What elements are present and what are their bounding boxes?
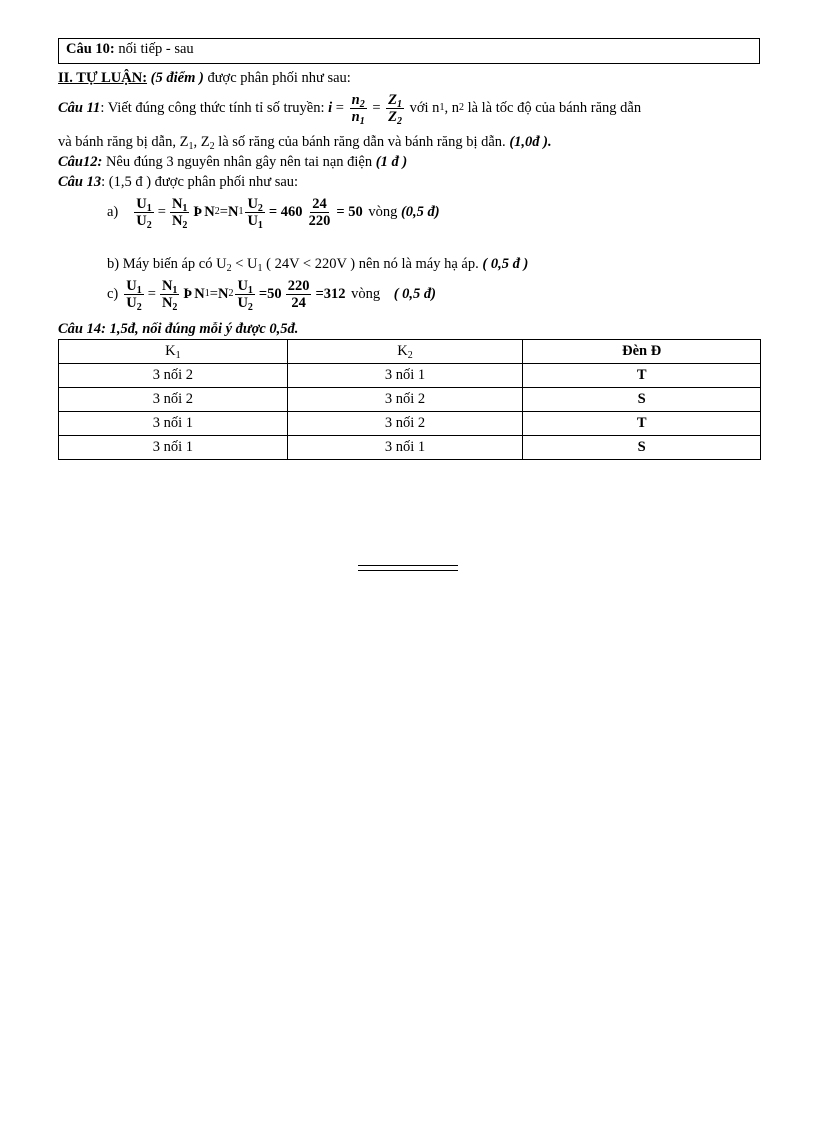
q12-points: (1 đ ) [375, 154, 408, 170]
q13-a-equation: a) $\frac{U_1}{U_2}$ = $\frac{N_1}{N_2}$ Þ N 2 = N 1 $\frac{U_2}{U_1}$ = 460 $\frac{24}{220}$ = 50 vòng (0,5 đ) [107, 195, 440, 231]
section2-heading-line [58, 69, 351, 87]
q10-text: nối tiếp - sau [114, 41, 194, 57]
header-k2 [287, 340, 523, 364]
q13-b-points: ( 0,5 đ ) [482, 256, 529, 272]
table-cell: 3 nối 2 [59, 388, 288, 412]
table-cell: S [523, 436, 761, 460]
q11-line2a: và bánh răng bị dẫn, Z [58, 134, 189, 150]
q13-a-u1: U [136, 195, 147, 212]
q13-c-eq: = [147, 285, 156, 302]
q13-a-n2: N [171, 212, 183, 229]
q13-c-vong: vòng [347, 285, 384, 302]
q13-a-frac-u [134, 196, 153, 229]
q13-label: Câu 13 [58, 174, 102, 190]
q13-c-result: =312 [315, 285, 346, 302]
q13-a-label: a) [107, 203, 119, 220]
table-cell: 3 nối 1 [59, 436, 288, 460]
q13-a-num24: 24 [312, 195, 327, 212]
q13-a-u2: U [136, 212, 147, 229]
q13-a-vong: vòng [364, 203, 401, 220]
section2-heading: II. TỰ LUẬN: [58, 70, 148, 86]
table-row [59, 412, 761, 436]
q13-c-u1: U [126, 277, 137, 294]
table-cell: 3 nối 1 [287, 436, 523, 460]
table-cell: S [523, 388, 761, 412]
q11-label: Câu 11 [58, 99, 101, 116]
q13-a-arrow: Þ [193, 203, 203, 220]
q13-c-rhs-n: N [217, 285, 229, 302]
q13-c-equation: c) $\frac{U_1}{U_2}$ = $\frac{N_1}{N_2}$ Þ N 1 = N 2 $\frac{U_1}{U_2}$ =50 $\frac{220}{24}$ =312 vòng ( 0,5 đ) [107, 277, 436, 313]
q13-a-den220: 220 [308, 212, 331, 229]
q11-n2: n [351, 91, 360, 108]
table-cell: T [523, 364, 761, 388]
table-cell: 3 nối 2 [287, 412, 523, 436]
q11-text2: với n [405, 99, 440, 116]
q13-c-fu1-sub: 1 [247, 284, 253, 296]
header-k1 [59, 340, 288, 364]
q11-z1: Z [388, 91, 397, 108]
header-k2-main: K [397, 343, 408, 359]
q13-c-label: c) [107, 285, 119, 302]
section2-text: được phân phối như sau: [203, 70, 351, 86]
connection-table [58, 339, 761, 460]
q13-c-fu1: U [237, 277, 248, 294]
q13-c-frac-u [124, 278, 143, 311]
q13-b-text: b) Máy biến áp có U [107, 256, 227, 272]
q11-line2b: , Z [193, 134, 210, 150]
q13-a-frac-u2 [245, 196, 264, 229]
q13-a-u1-sub: 1 [146, 202, 152, 214]
table-row [59, 364, 761, 388]
q13-c-frac-num [286, 278, 312, 311]
q13-b-mid: < U [231, 256, 258, 272]
q13-a-lhs-n: N [204, 203, 215, 220]
q13-b-rest: ( 24V < 220V ) nên nó là máy hạ áp. [262, 256, 483, 272]
q13-a-n2-sub: 2 [182, 219, 188, 231]
q13-text: : (1,5 đ ) được phân phối như sau: [101, 174, 299, 190]
section2-points: (5 điểm ) [147, 70, 204, 86]
q13-line [58, 173, 298, 191]
q13-c-num220: 220 [287, 277, 310, 294]
q11-text1: : Viết đúng công thức tính tỉ số truyền: [100, 99, 329, 116]
q13-c-n1: N [161, 277, 173, 294]
q13-b-sub2: 2 [226, 263, 232, 274]
q13-a-rhs-n: N [227, 203, 239, 220]
q13-c-lhs-n: N [194, 285, 205, 302]
table-cell: 3 nối 2 [59, 364, 288, 388]
q11-line1: Câu 11 : Viết đúng công thức tính tỉ số truyền: i = $\frac{n_2}{n_1}$ = $\frac{Z_1}{Z_2}$ với n 1 , n 2 là là tốc độ của bánh răng dẫn [58, 91, 642, 127]
q11-i-symbol: i [328, 99, 333, 116]
q10-answer-box [58, 38, 760, 64]
q11-eq1: = [332, 99, 348, 116]
q13-a-points: (0,5 đ) [400, 203, 440, 220]
table-header-row [59, 340, 761, 364]
header-k1-sub: 1 [175, 350, 181, 361]
table-cell: 3 nối 2 [287, 388, 523, 412]
q13-a-calc: = 460 [268, 203, 303, 220]
q13-c-n2-sub: 2 [172, 301, 178, 313]
q13-c-n2: N [161, 294, 173, 311]
q13-b-line [107, 255, 528, 273]
q11-line2 [58, 133, 552, 151]
q11-n2-sub: 2 [359, 98, 365, 110]
q13-c-u2: U [126, 294, 137, 311]
double-rule-divider [358, 565, 458, 571]
q13-c-den24: 24 [291, 294, 306, 311]
q13-b-sub1: 1 [257, 263, 263, 274]
q11-fraction-z [386, 92, 404, 125]
q13-a-eq: = [157, 203, 166, 220]
q14-line: Câu 14: 1,5đ, nối đúng mỗi ý được 0,5đ. [58, 321, 299, 337]
q13-a-eq2: = [219, 203, 228, 220]
q11-n1-sub: 1 [359, 115, 365, 127]
q13-c-eq2: = [209, 285, 218, 302]
table-cell: 3 nối 1 [287, 364, 523, 388]
q12-label: Câu12: [58, 154, 103, 170]
header-k1-main: K [165, 343, 176, 359]
table-cell: T [523, 412, 761, 436]
q13-a-fu2-sub: 2 [257, 202, 263, 214]
q12-line [58, 153, 407, 171]
q12-text: Nêu đúng 3 nguyên nhân gây nên tai nạn điện [102, 154, 376, 170]
q13-c-u1-sub: 1 [136, 284, 142, 296]
header-k2-sub: 2 [407, 350, 413, 361]
q11-z2-sub: 2 [396, 115, 402, 127]
table-row [59, 388, 761, 412]
q13-a-result: = 50 [336, 203, 363, 220]
q11-text4: là là tốc độ của bánh răng dẫn [463, 99, 642, 116]
q13-a-u2-sub: 2 [146, 219, 152, 231]
q13-c-points: ( 0,5 đ) [393, 285, 436, 302]
table-cell: 3 nối 1 [59, 412, 288, 436]
q13-c-fu2-sub: 2 [247, 301, 253, 313]
q11-n1: n [351, 108, 360, 125]
q11-text3: , n [444, 99, 459, 116]
q13-c-fu2: U [237, 294, 248, 311]
q13-c-calc: =50 [258, 285, 282, 302]
header-den [523, 340, 761, 364]
q13-a-frac-n [170, 196, 189, 229]
q11-fraction-n [350, 92, 367, 125]
q11-points: (1,0đ ). [509, 134, 552, 150]
q11-z2: Z [388, 108, 397, 125]
q11-line2c: là số răng của bánh răng dẫn và bánh răng bị dẫn. [214, 134, 510, 150]
q13-c-frac-n [160, 278, 179, 311]
q11-line2-sub2: 2 [209, 141, 215, 152]
header-den-main: Đèn Đ [622, 343, 662, 359]
q13-c-frac-u2 [235, 278, 254, 311]
q11-z1-sub: 1 [396, 98, 402, 110]
q11-line2-sub1: 1 [188, 141, 194, 152]
q13-a-n1-sub: 1 [182, 202, 188, 214]
q13-a-n1: N [171, 195, 183, 212]
q13-c-u2-sub: 2 [136, 301, 142, 313]
q13-a-fu1: U [247, 212, 258, 229]
q10-label: Câu 10: [66, 41, 115, 57]
q13-a-fu1-sub: 1 [257, 219, 263, 231]
q13-a-fu2: U [247, 195, 258, 212]
q13-a-frac-num [307, 196, 333, 229]
q13-c-arrow: Þ [183, 285, 193, 302]
q13-c-n1-sub: 1 [172, 284, 178, 296]
table-row [59, 436, 761, 460]
q11-eq2: = [368, 99, 385, 116]
